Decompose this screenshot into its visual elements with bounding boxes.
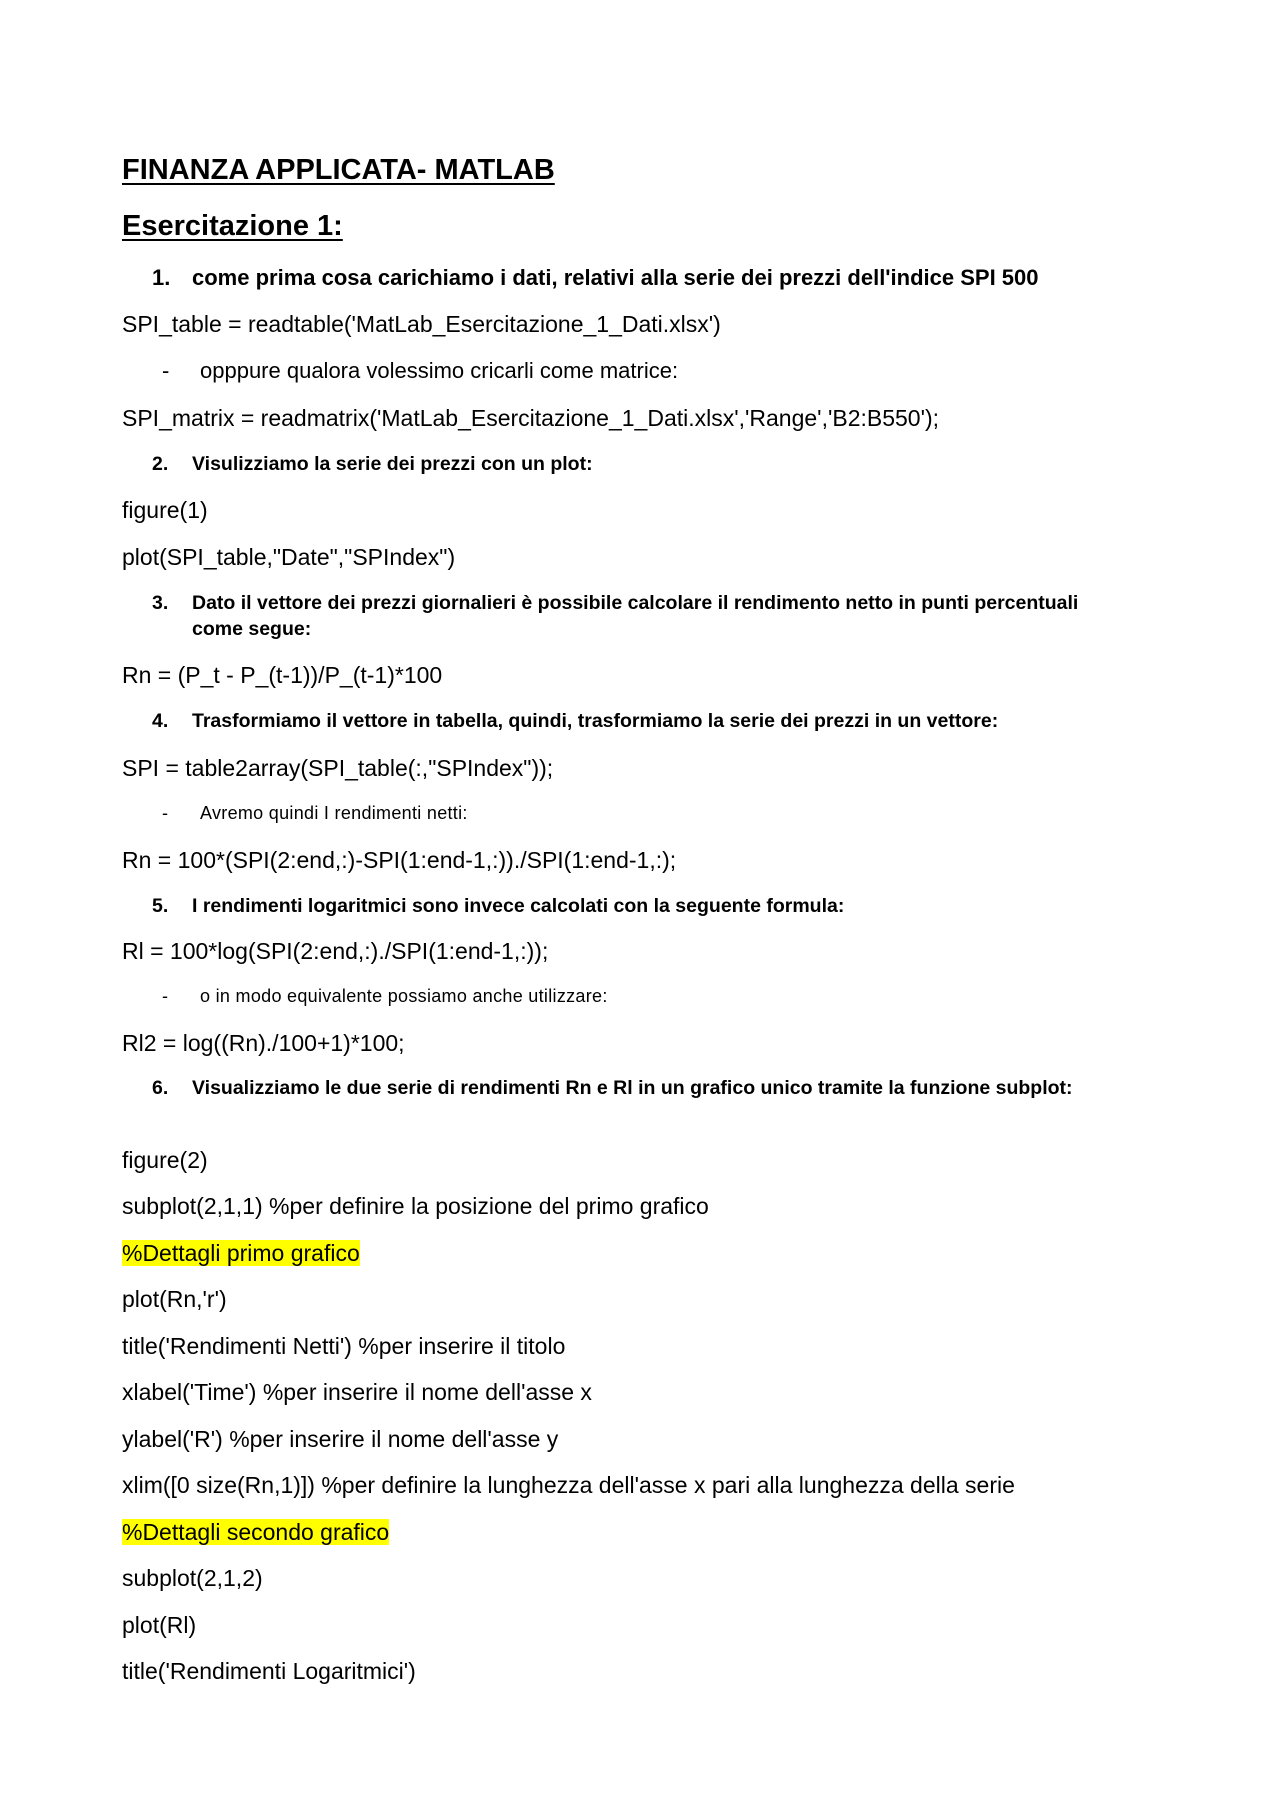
bullet-dash: - <box>162 358 170 383</box>
code-line-readtable: SPI_table = readtable('MatLab_Esercitazione_1_Dati.xlsx') <box>122 311 721 337</box>
code-line-readmatrix: SPI_matrix = readmatrix('MatLab_Esercitazione_1_Dati.xlsx','Range','B2:B550'); <box>122 405 940 431</box>
code-line-plot1: plot(SPI_table,"Date","SPIndex") <box>122 544 456 570</box>
step-text: come prima cosa carichiamo i dati, relativi alla serie dei prezzi dell'indice SPI 500 <box>192 265 1039 290</box>
highlighted-comment: %Dettagli secondo grafico <box>122 1519 390 1545</box>
bullet-text: opppure qualora volessimo cricarli come matrice: <box>200 358 679 383</box>
code-line-rn-formula: Rn = (P_t - P_(t-1))/P_(t-1)*100 <box>122 662 443 688</box>
code-comment-secondo-grafico <box>122 1518 389 1546</box>
step-number: 1. <box>152 265 171 290</box>
code-comment-primo-grafico <box>122 1239 360 1267</box>
code-line-figure2: figure(2) <box>122 1147 208 1173</box>
code-line-rn: Rn = 100*(SPI(2:end,:)-SPI(1:end-1,:))./SPI(1:end-1,:); <box>122 847 677 873</box>
step-number: 3. <box>152 592 169 614</box>
step-text: Visualizziamo le due serie di rendimenti Rn e Rl in un grafico unico tramite la funzione subplot: <box>192 1077 1073 1099</box>
code-line-rl2: Rl2 = log((Rn)./100+1)*100; <box>122 1030 405 1056</box>
step-number: 6. <box>152 1077 169 1099</box>
code-line-xlabel: xlabel('Time') %per inserire il nome dell'asse x <box>122 1379 592 1405</box>
document-title: FINANZA APPLICATA- MATLAB <box>122 154 555 186</box>
code-line-figure1: figure(1) <box>122 497 208 523</box>
step-number: 4. <box>152 710 169 732</box>
code-line-xlim: xlim([0 size(Rn,1)]) %per definire la lunghezza dell'asse x pari alla lunghezza della serie <box>122 1472 1015 1498</box>
step-text: I rendimenti logaritmici sono invece calcolati con la seguente formula: <box>192 895 845 917</box>
exercise-heading: Esercitazione 1: <box>122 210 343 242</box>
code-line-table2array: SPI = table2array(SPI_table(:,"SPIndex")); <box>122 755 554 781</box>
code-line-title-rl: title('Rendimenti Logaritmici') <box>122 1658 416 1684</box>
highlighted-comment: %Dettagli primo grafico <box>122 1240 360 1266</box>
code-line-subplot1: subplot(2,1,1) %per definire la posizione del primo grafico <box>122 1193 709 1219</box>
bullet-dash: - <box>162 986 169 1006</box>
bullet-text: Avremo quindi I rendimenti netti: <box>200 803 468 823</box>
code-line-rl: Rl = 100*log(SPI(2:end,:)./SPI(1:end-1,:)); <box>122 938 549 964</box>
step-text: Dato il vettore dei prezzi giornalieri è possibile calcolare il rendimento netto in punti percentuali come segue: <box>192 592 1079 640</box>
code-line-plot-rl: plot(Rl) <box>122 1612 197 1638</box>
code-line-subplot2: subplot(2,1,2) <box>122 1565 263 1591</box>
step-text: Trasformiamo il vettore in tabella, quindi, trasformiamo la serie dei prezzi in un vettore: <box>192 710 999 732</box>
bullet-dash: - <box>162 803 169 823</box>
code-line-plot-rn: plot(Rn,'r') <box>122 1286 227 1312</box>
code-line-title-rn: title('Rendimenti Netti') %per inserire il titolo <box>122 1333 566 1359</box>
step-text: Visulizziamo la serie dei prezzi con un plot: <box>192 453 593 475</box>
step-number: 5. <box>152 895 169 917</box>
code-line-ylabel: ylabel('R') %per inserire il nome dell'asse y <box>122 1426 559 1452</box>
bullet-text: o in modo equivalente possiamo anche utilizzare: <box>200 986 608 1006</box>
step-number: 2. <box>152 453 169 475</box>
